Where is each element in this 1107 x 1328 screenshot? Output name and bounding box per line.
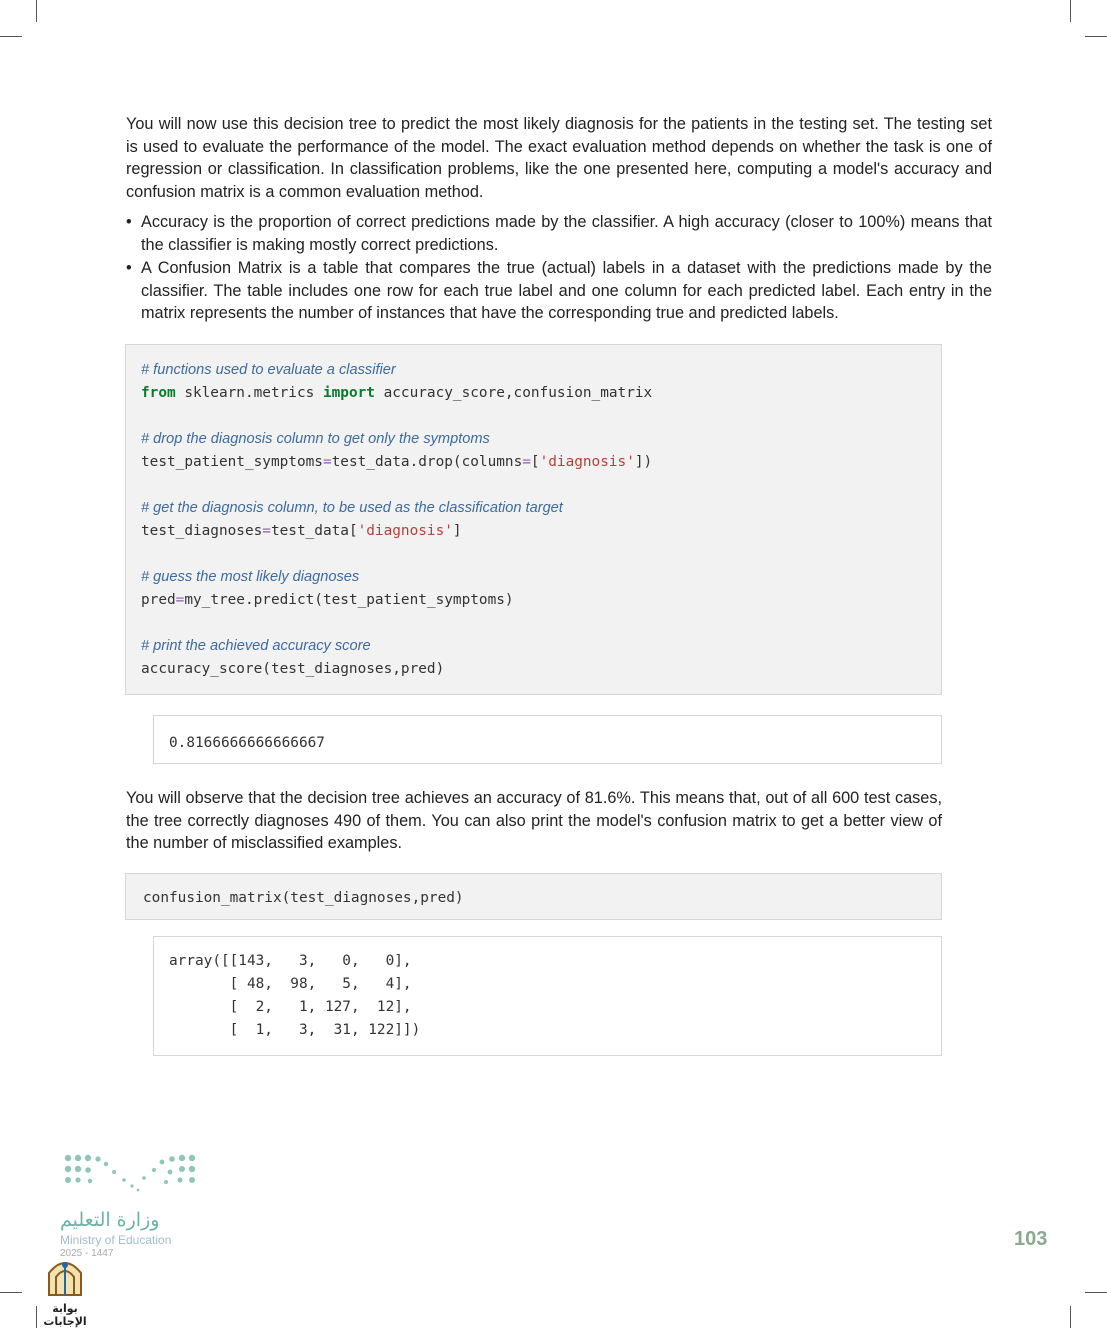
site-badge — [30, 1255, 100, 1328]
code-comment: # drop the diagnosis column to get only the symptoms — [141, 431, 490, 447]
code-text: accuracy_score(test_diagnoses,pred) — [141, 661, 445, 677]
dots-emblem-icon — [60, 1150, 200, 1194]
code-comment: # get the diagnosis column, to be used as the classification target — [141, 500, 563, 516]
site-label: بوابة الإجابات — [43, 1302, 87, 1328]
operator: = — [262, 523, 271, 539]
crop-mark — [1085, 1292, 1107, 1293]
ministry-english-name: Ministry of Education — [60, 1233, 172, 1247]
code-text: test_data[ — [270, 523, 358, 539]
code-text: confusion_matrix(test_diagnoses,pred) — [143, 890, 464, 906]
code-text: sklearn.metrics — [175, 385, 323, 401]
definition-list — [126, 211, 992, 326]
code-text: test_patient_symptoms — [141, 454, 323, 470]
code-text: [ — [530, 454, 540, 470]
crop-mark — [1070, 1306, 1071, 1328]
code-comment: # print the achieved accuracy score — [141, 638, 371, 654]
output-cell-confusion-matrix — [153, 936, 942, 1056]
code-text: my_tree.predict(test_patient_symptoms) — [184, 592, 514, 608]
ministry-years: 2025 - 1447 — [60, 1248, 114, 1259]
code-cell-confusion[interactable] — [125, 873, 942, 920]
ministry-logo — [60, 1150, 210, 1259]
code-text: test_data.drop(columns — [331, 454, 523, 470]
code-text: test_diagnoses — [141, 523, 263, 539]
code-text: pred — [141, 592, 176, 608]
crop-mark — [0, 36, 22, 37]
page-number: 103 — [1014, 1228, 1048, 1250]
code-cell-evaluate[interactable] — [125, 344, 942, 695]
operator: = — [322, 454, 332, 470]
crown-building-icon — [45, 1255, 85, 1297]
keyword: import — [322, 385, 375, 401]
crop-mark — [1070, 0, 1071, 22]
code-text: ]) — [634, 454, 653, 470]
intro-paragraph: You will now use this decision tree to predict the most likely diagnosis for the patients in the testing set. The testing set is used to evaluate the performance of the model. The exact evaluation method depends on whether the task is one of regression or classification. In classification problems, like the one presented here, computing a model's accuracy and confusion matrix is a common evaluation method. — [126, 115, 992, 201]
crop-mark — [1085, 36, 1107, 37]
operator: = — [175, 592, 185, 608]
code-text: accuracy_score,confusion_matrix — [374, 385, 653, 401]
code-block — [141, 359, 926, 681]
ministry-arabic-name: وزارة التعليم — [60, 1209, 160, 1231]
operator: = — [522, 454, 531, 470]
keyword: from — [141, 385, 176, 401]
output-cell-accuracy — [153, 715, 942, 764]
string-literal: 'diagnosis' — [357, 523, 453, 539]
code-text: ] — [452, 523, 462, 539]
bullet-confusion-matrix: • A Confusion Matrix is a table that compares the true (actual) labels in a dataset with the predictions made by the classifier. The table includes one row for each true label and one column for each predicted label. Each entry in the matrix represents the number of instances that have the corresponding true and predicted labels. — [126, 257, 992, 325]
bullet-accuracy: • Accuracy is the proportion of correct predictions made by the classifier. A high accuracy (closer to 100%) means that the classifier is making mostly correct predictions. — [126, 211, 992, 256]
code-comment: # guess the most likely diagnoses — [141, 569, 360, 585]
crop-mark — [36, 0, 37, 22]
string-literal: 'diagnosis' — [539, 454, 635, 470]
output-text: array([[143, 3, 0, 0], [ 48, 98, 5, 4], [ 2, 1, 127, 12], [ 1, 3, 31, 122]]) — [169, 953, 421, 1038]
middle-paragraph: You will observe that the decision tree achieves an accuracy of 81.6%. This means that, out of all 600 test cases, the tree correctly diagnoses 490 of them. You can also print the model's confusion matrix to get a better view of the number of misclassified examples. — [126, 789, 942, 852]
code-comment: # functions used to evaluate a classifier — [141, 362, 396, 378]
crop-mark — [0, 1292, 22, 1293]
output-text: 0.8166666666666667 — [169, 735, 325, 751]
